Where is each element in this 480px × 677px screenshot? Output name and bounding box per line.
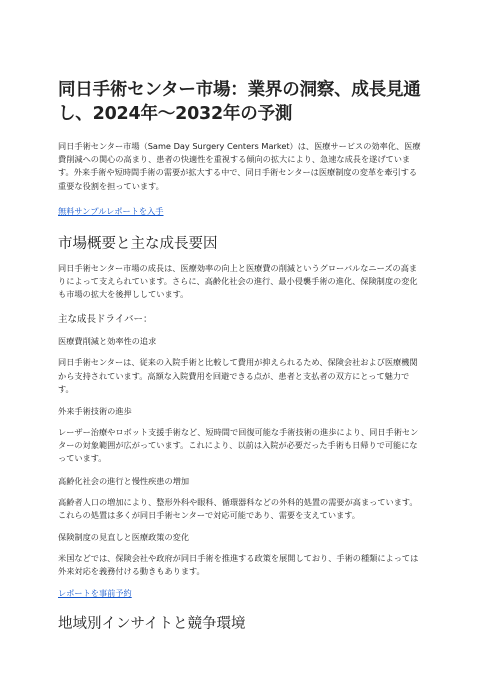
driver-body: 米国などでは、保険会社や政府が同日手術を推進する政策を展開しており、手術の種類によっては外来対応を義務付ける動きもあります。 <box>58 553 419 577</box>
driver-title: 保険制度の見直しと医療政策の変化 <box>58 532 190 543</box>
driver-title: 高齢化社会の進行と慢性疾患の増加 <box>58 475 190 486</box>
document-title: 同日手術センター市場：業界の洞察、成長見通し、2024年～2032年の予測 <box>58 80 421 124</box>
growth-drivers-heading: 主な成長ドライバー： <box>58 314 153 326</box>
free-sample-link[interactable]: 無料サンプルレポートを入手 <box>58 205 164 216</box>
driver-body: 同日手術センターは、従来の入院手術と比較して費用が抑えられるため、保険会社および医療機関から支持されています。高額な入院費用を回避できる点が、患者と支払者の双方にとって魅力です。 <box>58 357 418 394</box>
driver-body: 高齢者人口の増加により、整形外科や眼科、循環器科などの外科的処置の需要が高まっています。これらの処置は多くが同日手術センターで対応可能であり、需要を支えています。 <box>58 496 418 520</box>
pre-booking-link[interactable]: レポートを事前予約 <box>58 588 132 599</box>
section-heading-regional-insights: 地域別インサイトと競争環境 <box>58 616 246 633</box>
driver-title: 医療費削減と効率性の追求 <box>58 336 157 347</box>
market-overview-paragraph: 同日手術センター市場の成長は、医療効率の向上と医療費の削減というグローバルなニーズの高まりによって支えられています。さらに、高齢化社会の進行、最小侵襲手術の進化、保険制度の変化も市場の拡大を後押ししています。 <box>58 262 418 300</box>
document-page <box>58 78 423 642</box>
driver-title: 外来手術技術の進歩 <box>58 406 132 417</box>
intro-paragraph: 同日手術センター市場（Same Day Surgery Centers Market）は、医療サービスの効率化、医療費削減への関心の高まり、患者の快適性を重視する傾向の拡大により、急速な成長を遂げています。外来手術や短時間手術の需要が拡大する中で、同日手術センターは医療制度の変革を牽引する重要な役割を担っています。 <box>58 141 421 191</box>
section-heading-market-overview: 市場概要と主な成長要因 <box>58 235 218 252</box>
driver-body: レーザー治療やロボット支援手術など、短時間で回復可能な手術技術の進歩により、同日手術センターの対象範囲が広がっています。これにより、以前は入院が必要だった手術も日帰りで可能になっています。 <box>58 427 419 464</box>
